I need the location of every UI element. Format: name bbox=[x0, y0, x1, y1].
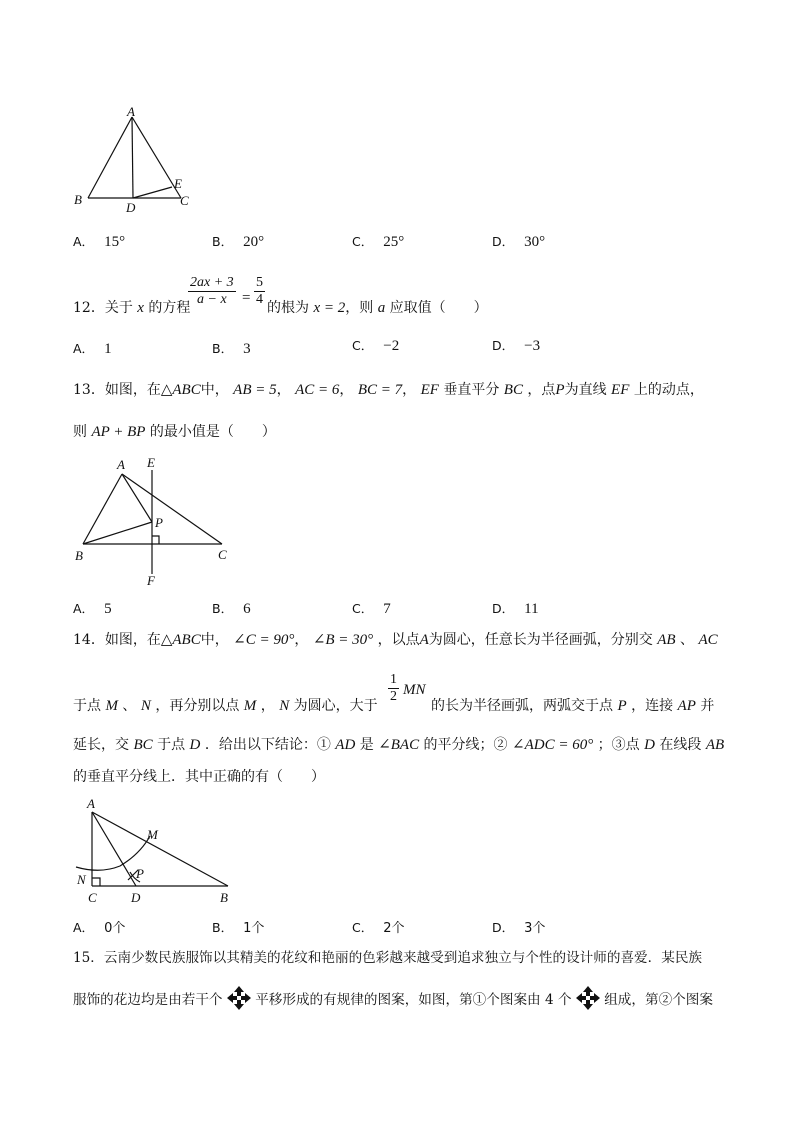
q11-label-A: A bbox=[127, 104, 135, 119]
q14-stem-line3: 延长，交 BC 于点 D ．给出以下结论：① AD 是 ∠BAC 的平分线；② ∠ADC = 60° ；③点 D 在线段 AB bbox=[73, 737, 725, 753]
q14-mn: MN bbox=[403, 682, 426, 698]
q13-label-F: F bbox=[147, 573, 155, 588]
option-label: B． bbox=[212, 234, 234, 249]
q15-stem-line1: 15．云南少数民族服饰以其精美的花纹和艳丽的色彩越来越受到追求独立与个性的设计师的喜爱．某民族 bbox=[73, 950, 703, 966]
option-value: 30° bbox=[524, 234, 546, 250]
q12-stem-end: 的根为 x = 2，则 a 应取值（ ） bbox=[267, 300, 488, 316]
question-number: 12． bbox=[73, 300, 105, 316]
q14-stem-line2b: 的长为半径画弧，两弧交于点 P ，连接 AP 并 bbox=[431, 698, 715, 714]
option-label: A． bbox=[73, 234, 95, 249]
q13-stem-line1: 13．如图，在△ABC中， AB = 5， AC = 6， BC = 7， EF 垂直平分 BC ，点P为直线 EF 上的动点， bbox=[73, 382, 704, 398]
q13-label-C: C bbox=[218, 547, 227, 562]
q12-option-b[interactable]: B． 3 bbox=[212, 341, 251, 357]
q14-option-a[interactable]: A． 0个 bbox=[73, 920, 126, 936]
option-value: 20° bbox=[243, 234, 265, 250]
q13-stem-line2: 则 AP + BP 的最小值是（ ） bbox=[73, 424, 276, 440]
q14-option-b[interactable]: B． 1个 bbox=[212, 920, 265, 936]
q13-label-P: P bbox=[155, 515, 163, 530]
q14-label-C: C bbox=[88, 890, 97, 905]
q14-stem-line4: 的垂直平分线上．其中正确的有（ ） bbox=[73, 769, 325, 785]
q12-fraction-right: $\frac{5}{4}$ bbox=[256, 275, 263, 307]
q11-option-d[interactable] bbox=[492, 232, 545, 251]
q11-label-B: B bbox=[74, 192, 82, 207]
q11-option-a[interactable] bbox=[73, 232, 125, 251]
q14-stem-line1: 14．如图，在△ABC中， ∠C = 90°， ∠B = 30° ，以点A为圆心，任意长为半径画弧，分别交 AB 、 AC bbox=[73, 632, 718, 648]
q13-option-b[interactable]: B． 6 bbox=[212, 601, 251, 617]
q14-label-B: B bbox=[220, 890, 228, 905]
q12-option-a[interactable]: A． 1 bbox=[73, 341, 112, 357]
q11-option-b[interactable] bbox=[212, 232, 264, 251]
q12-fraction-left: $\frac{2ax + 3}{a - x}$ bbox=[190, 275, 234, 307]
q13-label-E: E bbox=[147, 455, 155, 470]
q14-label-A: A bbox=[87, 796, 95, 811]
q11-option-c[interactable] bbox=[352, 232, 404, 251]
q14-label-P: P bbox=[136, 866, 144, 881]
question-number: 14． bbox=[73, 632, 105, 648]
option-value: 25° bbox=[383, 234, 405, 250]
option-label: C． bbox=[352, 234, 374, 249]
q14-option-d[interactable]: D． 3个 bbox=[492, 920, 546, 936]
q13-figure bbox=[70, 452, 240, 592]
q13-label-B: B bbox=[75, 548, 83, 563]
question-number: 13． bbox=[73, 382, 105, 398]
q14-label-M: M bbox=[147, 827, 158, 842]
q11-figure bbox=[70, 100, 210, 215]
option-value: 15° bbox=[104, 234, 126, 250]
q13-option-a[interactable]: A． 5 bbox=[73, 601, 112, 617]
q14-label-N: N bbox=[77, 872, 86, 887]
q11-label-E: E bbox=[174, 176, 182, 191]
q13-option-c[interactable]: C． 7 bbox=[352, 601, 391, 617]
q12-option-c[interactable]: C． −2 bbox=[352, 338, 400, 354]
q14-label-D: D bbox=[131, 890, 141, 905]
q13-option-d[interactable]: D． 11 bbox=[492, 601, 539, 617]
q12-equals: = bbox=[242, 290, 251, 306]
q15-stem-line2: 服饰的花边均是由若干个 平移形成的有规律的图案，如图，第①个图案由 4 个 组成，第②个图案 bbox=[73, 986, 713, 1010]
four-way-arrow-icon bbox=[227, 986, 251, 1010]
q13-label-A: A bbox=[117, 457, 125, 472]
q11-label-D: D bbox=[126, 200, 136, 215]
q12-stem-start: 12．关于 x 的方程 bbox=[73, 300, 191, 316]
four-way-arrow-icon bbox=[576, 986, 600, 1010]
q14-figure bbox=[70, 794, 245, 906]
q14-option-c[interactable]: C． 2个 bbox=[352, 920, 405, 936]
q12-option-d[interactable]: D． −3 bbox=[492, 338, 541, 354]
q14-half-fraction: $\frac{1}{2}$ bbox=[390, 672, 397, 704]
q11-label-C: C bbox=[180, 193, 189, 208]
option-label: D． bbox=[492, 234, 515, 249]
q14-stem-line2a: 于点 M 、 N ，再分别以点 M ， N 为圆心，大于 bbox=[73, 698, 378, 714]
